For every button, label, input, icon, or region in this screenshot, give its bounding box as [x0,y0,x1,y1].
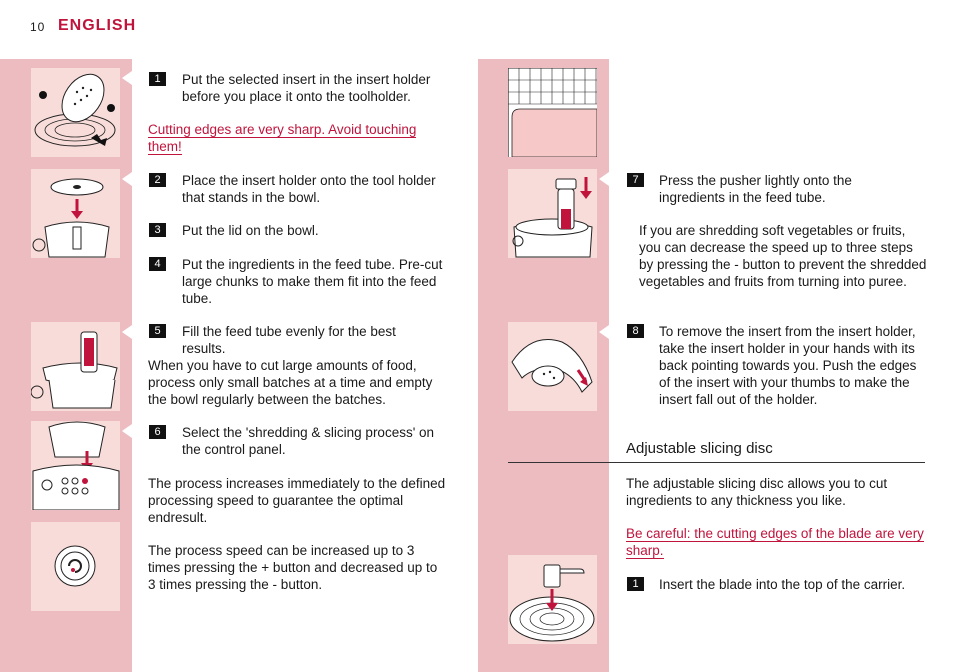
step-text: Place the insert holder onto the tool holder that stands in the bowl. [182,173,436,205]
body-paragraph: The process speed can be increased up to 3 times pressing the + button and decreased up to 3 times pressing the - button. [148,543,438,592]
step-text: Select the 'shredding & slicing process' on the control panel. [182,425,435,457]
body-paragraph: When you have to cut large amounts of food, process only small batches at a time and empty the bowl regularly between the batches. [148,358,433,407]
illustration-control-panel [31,421,120,510]
step-number: 6 [149,425,166,439]
pointer-arrow [599,325,609,339]
step-number: 1 [149,72,166,86]
warning-text: Cutting edges are very sharp. Avoid touching them! [148,122,417,154]
step-text: Put the ingredients in the feed tube. Pre-cut large chunks to make them fit into the feed tube. [182,257,443,306]
step-text: Fill the feed tube evenly for the best results. [182,324,396,356]
illustration-speed-button [31,522,120,611]
pointer-arrow [122,424,132,438]
illustration-feed-tube [31,322,120,411]
illustration-bowl-with-holder [31,169,120,258]
pointer-arrow [599,172,609,186]
section-heading: Adjustable slicing disc [626,440,773,457]
pointer-arrow [122,71,132,85]
step-number: 2 [149,173,166,187]
step-text: Put the lid on the bowl. [182,223,319,238]
body-paragraph: If you are shredding soft vegetables or fruits, you can decrease the speed up to three steps by pressing the - button to prevent the shredded vegetables and fruits from turning into puree. [639,223,927,289]
step-text: To remove the insert from the insert holder, take the insert holder in your hands with its back pointing towards you. Push the edges of the insert with your thumbs to make the insert fall out of the holder. [659,324,917,407]
step-text: Insert the blade into the top of the carrier. [659,577,906,592]
body-paragraph: The process increases immediately to the defined processing speed to guarantee the optimal endresult. [148,476,446,525]
step-number: 8 [627,324,644,338]
illustration-insert-holder [31,68,120,157]
step-text: Press the pusher lightly onto the ingredients in the feed tube. [659,173,852,205]
step-number: 5 [149,324,166,338]
step-number: 7 [627,173,644,187]
step-number: 1 [627,577,644,591]
illustration-slicing-disc [508,555,597,644]
illustration-grid-display [508,68,597,157]
illustration-pusher [508,169,597,258]
warning-text: Be careful: the cutting edges of the blade are very sharp. [626,526,924,558]
language-heading: ENGLISH [58,17,137,34]
step-text: Put the selected insert in the insert holder before you place it onto the toolholder. [182,72,431,104]
pointer-arrow [122,172,132,186]
illustration-remove-insert [508,322,597,411]
step-number: 4 [149,257,166,271]
body-paragraph: The adjustable slicing disc allows you to cut ingredients to any thickness you like. [626,476,888,508]
step-number: 3 [149,223,166,237]
page-number: 10 [30,20,46,34]
section-divider [508,462,925,463]
pointer-arrow [122,325,132,339]
